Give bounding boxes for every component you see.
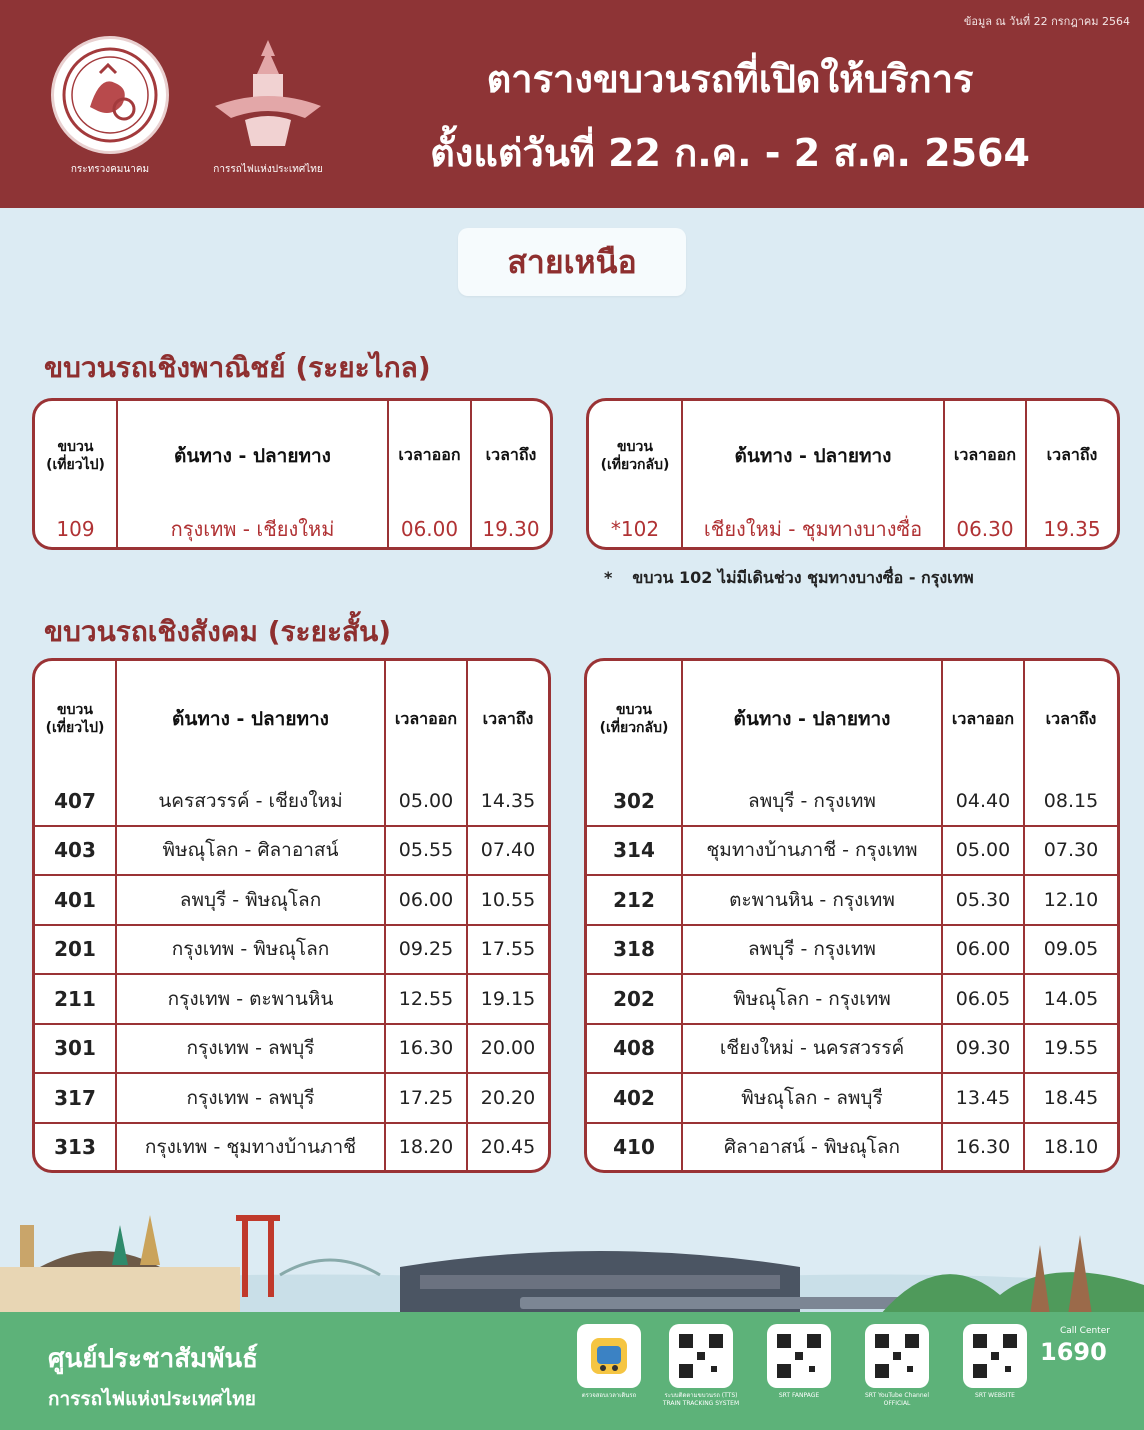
route-cell: กรุงเทพ - ลพบุรี [117, 1025, 386, 1075]
arrive-time-cell: 08.15 [1025, 777, 1117, 827]
depart-header: เวลาออก [943, 661, 1025, 777]
qr-caption: SRT FANPAGE [778, 1392, 820, 1399]
table-row [35, 975, 548, 1025]
table-row [35, 926, 548, 976]
route-cell: ลพบุรี - กรุงเทพ [683, 926, 943, 976]
footnote [604, 566, 994, 591]
bridge-icon [280, 1260, 380, 1275]
depart-time-cell: 05.00 [386, 777, 468, 827]
arrive-time-cell: 20.45 [480, 1135, 536, 1158]
train-number-cell: 313 [35, 1124, 117, 1170]
long-distance-title: ขบวนรถเชิงพาณิชย์ (ระยะไกล) [44, 351, 431, 384]
train-number-cell: 407 [35, 777, 117, 827]
train-number-cell: 109 [35, 511, 118, 548]
route-cell: ลพบุรี - พิษณุโลก [117, 876, 386, 926]
region-badge: สายเหนือ [458, 228, 686, 296]
page-title: ตารางขบวนรถที่เปิดให้บริการ [486, 57, 974, 101]
depart-time-cell: 16.30 [943, 1124, 1025, 1170]
train-number-cell: 318 [587, 926, 683, 976]
depart-time-cell: 06.05 [943, 975, 1025, 1025]
train-no-header: ขบวน (เที่ยวกลับ) [587, 661, 683, 777]
qr-caption: SRT YouTube Channel OFFICIAL [864, 1392, 930, 1407]
route-cell: ลพบุรี - กรุงเทพ [683, 777, 943, 827]
arrive-time-cell: 19.55 [1025, 1025, 1117, 1075]
fanpage-qr-link[interactable] [758, 1324, 840, 1400]
ministry-seal-icon [51, 36, 169, 154]
website-qr-link[interactable] [954, 1324, 1036, 1400]
arrive-header: เวลาถึง [1046, 445, 1098, 465]
tts-qr-link[interactable] [660, 1324, 742, 1407]
route-header: ต้นทาง - ปลายทาง [118, 401, 389, 511]
train-no-header: ขบวน (เที่ยวไป) [35, 401, 118, 511]
route-cell: กรุงเทพ - พิษณุโลก [117, 926, 386, 976]
depart-header: เวลาออก [945, 401, 1027, 511]
table-row [35, 1124, 548, 1170]
train-no-header: ขบวน (เที่ยวกลับ) [589, 401, 683, 511]
qr-caption: ระบบติดตามขบวนรถ (TTS) TRAIN TRACKING SYSTEM [662, 1392, 740, 1407]
table-row [589, 511, 1117, 548]
table-row [587, 975, 1117, 1025]
route-cell: กรุงเทพ - ลพบุรี [117, 1074, 386, 1124]
arrive-time-cell: 17.55 [468, 926, 548, 976]
route-cell: กรุงเทพ - ชุมทางบ้านภาชี [117, 1124, 386, 1170]
arrive-header: เวลาถึง [485, 445, 537, 465]
depart-time-cell: 13.45 [943, 1074, 1025, 1124]
table-row [35, 827, 548, 877]
footer [0, 1312, 1144, 1430]
pr-center-name: ศูนย์ประชาสัมพันธ์ [48, 1344, 258, 1374]
ministry-logo [30, 36, 190, 177]
srt-emblem-icon [205, 36, 331, 154]
arrive-time-cell: 14.05 [1025, 975, 1117, 1025]
arrive-time-cell: 12.10 [1025, 876, 1117, 926]
train-number-cell: 202 [587, 975, 683, 1025]
short-outbound-table [32, 658, 551, 1173]
train-app-link[interactable] [568, 1324, 650, 1400]
depart-time-cell: 05.00 [943, 827, 1025, 877]
route-cell: พิษณุโลก - กรุงเทพ [683, 975, 943, 1025]
long-outbound-table [32, 398, 553, 550]
arrive-time-cell: 09.05 [1025, 926, 1117, 976]
arrive-time-cell: 19.30 [482, 516, 540, 541]
train-number-cell: 301 [35, 1025, 117, 1075]
depart-time-cell: 09.25 [386, 926, 468, 976]
footnote-text: ขบวน 102 ไม่มีเดินช่วง ชุมทางบางซื่อ - กรุงเทพ [632, 568, 974, 587]
table-row [35, 1025, 548, 1075]
route-cell: เชียงใหม่ - นครสวรรค์ [683, 1025, 943, 1075]
train-number-cell: 201 [35, 926, 117, 976]
table-row [587, 1124, 1117, 1170]
arrive-time-cell: 20.00 [468, 1025, 548, 1075]
qr-caption: SRT WEBSITE [975, 1392, 1015, 1399]
call-center-number: 1690 [1040, 1338, 1107, 1366]
depart-time-cell: 06.30 [945, 511, 1027, 548]
arrive-time-cell: 14.35 [468, 777, 548, 827]
long-inbound-table [586, 398, 1120, 550]
arrive-header: เวลาถึง [1045, 708, 1097, 728]
date-range-title: ตั้งแต่วันที่ 22 ก.ค. - 2 ส.ค. 2564 [430, 131, 1030, 175]
route-cell: เชียงใหม่ - ชุมทางบางซื่อ [683, 511, 945, 548]
arrive-time-cell: 18.45 [1025, 1074, 1117, 1124]
route-cell: กรุงเทพ - ตะพานหิน [117, 975, 386, 1025]
train-number-cell: 402 [587, 1074, 683, 1124]
short-inbound-table [584, 658, 1120, 1173]
org-name: การรถไฟแห่งประเทศไทย [48, 1388, 256, 1410]
train-number-cell: 314 [587, 827, 683, 877]
route-cell: พิษณุโลก - ลพบุรี [683, 1074, 943, 1124]
call-center[interactable] [1040, 1326, 1110, 1366]
arrive-time-cell: 18.10 [1043, 1135, 1099, 1158]
table-row [587, 926, 1117, 976]
qr-caption: ตรวจสอบเวลาเดินรถ [581, 1392, 637, 1399]
arrive-time-cell: 20.20 [468, 1074, 548, 1124]
train-number-cell: 211 [35, 975, 117, 1025]
table-row [587, 777, 1117, 827]
table-row [35, 777, 548, 827]
train-icon [520, 1297, 940, 1309]
table-row [587, 1025, 1117, 1075]
train-number-cell: *102 [589, 511, 683, 548]
route-header: ต้นทาง - ปลายทาง [683, 661, 943, 777]
depart-time-cell: 04.40 [943, 777, 1025, 827]
depart-time-cell: 05.55 [386, 827, 468, 877]
route-header: ต้นทาง - ปลายทาง [683, 401, 945, 511]
route-header: ต้นทาง - ปลายทาง [117, 661, 386, 777]
depart-time-cell: 09.30 [943, 1025, 1025, 1075]
call-center-label: Call Center [1060, 1326, 1110, 1336]
skyline-illustration [0, 1205, 1144, 1315]
train-number-cell: 302 [587, 777, 683, 827]
arrive-time-cell: 19.15 [468, 975, 548, 1025]
route-cell: กรุงเทพ - เชียงใหม่ [118, 511, 389, 548]
depart-time-cell: 06.00 [389, 511, 472, 548]
train-number-cell: 401 [35, 876, 117, 926]
depart-time-cell: 06.00 [386, 876, 468, 926]
table-row [587, 876, 1117, 926]
arrive-header: เวลาถึง [482, 708, 534, 728]
table-row [587, 827, 1117, 877]
train-number-cell: 410 [587, 1124, 683, 1170]
arrive-time-cell: 07.40 [468, 827, 548, 877]
train-number-cell: 212 [587, 876, 683, 926]
depart-time-cell: 16.30 [386, 1025, 468, 1075]
youtube-qr-link[interactable] [856, 1324, 938, 1407]
footnote-mark: * [604, 568, 613, 587]
arrive-time-cell: 19.35 [1043, 516, 1101, 541]
table-row [35, 511, 550, 548]
route-cell: ศิลาอาสน์ - พิษณุโลก [683, 1124, 943, 1170]
header-banner [0, 0, 1144, 208]
depart-header: เวลาออก [389, 401, 472, 511]
station-building-icon [0, 1215, 240, 1315]
table-row [35, 1074, 548, 1124]
srt-caption: การรถไฟแห่งประเทศไทย [213, 164, 323, 175]
train-number-cell: 403 [35, 827, 117, 877]
depart-time-cell: 18.20 [386, 1124, 468, 1170]
qr-code-icon [669, 1324, 733, 1388]
table-row [587, 1074, 1117, 1124]
route-cell: ตะพานหิน - กรุงเทพ [683, 876, 943, 926]
route-cell: ชุมทางบ้านภาชี - กรุงเทพ [683, 827, 943, 877]
train-number-cell: 408 [587, 1025, 683, 1075]
short-distance-title: ขบวนรถเชิงสังคม (ระยะสั้น) [44, 615, 392, 648]
depart-time-cell: 06.00 [943, 926, 1025, 976]
route-cell: นครสวรรค์ - เชียงใหม่ [117, 777, 386, 827]
train-app-icon [577, 1324, 641, 1388]
route-cell: พิษณุโลก - ศิลาอาสน์ [117, 827, 386, 877]
train-number-cell: 317 [35, 1074, 117, 1124]
arrive-time-cell: 10.55 [468, 876, 548, 926]
depart-time-cell: 17.25 [386, 1074, 468, 1124]
arrive-time-cell: 07.30 [1025, 827, 1117, 877]
qr-code-icon [963, 1324, 1027, 1388]
depart-time-cell: 05.30 [943, 876, 1025, 926]
table-row [35, 876, 548, 926]
qr-code-icon [865, 1324, 929, 1388]
train-no-header: ขบวน (เที่ยวไป) [35, 661, 117, 777]
ministry-caption: กระทรวงคมนาคม [70, 164, 150, 175]
srt-logo [188, 36, 348, 177]
qr-code-icon [767, 1324, 831, 1388]
depart-header: เวลาออก [386, 661, 468, 777]
data-date-note: ข้อมูล ณ วันที่ 22 กรกฎาคม 2564 [963, 15, 1130, 28]
depart-time-cell: 12.55 [386, 975, 468, 1025]
